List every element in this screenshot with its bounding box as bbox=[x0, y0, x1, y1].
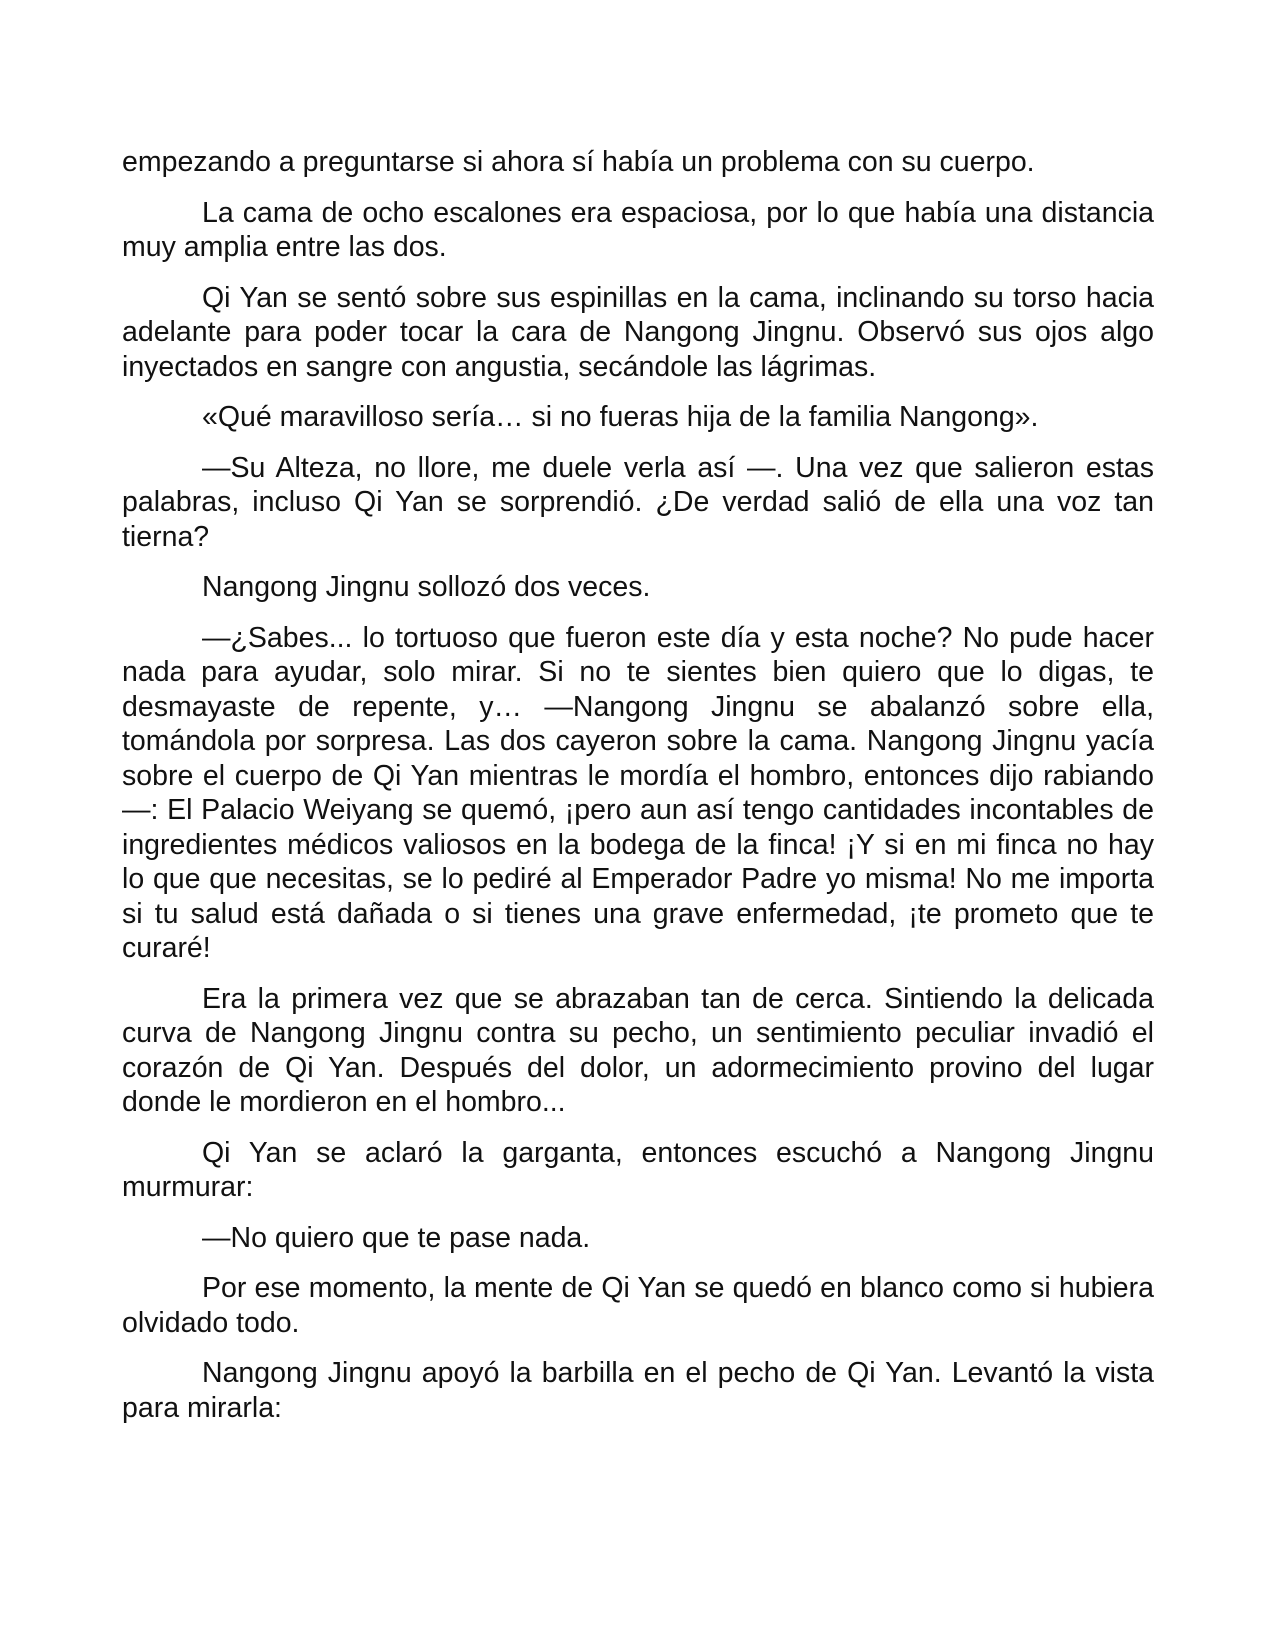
paragraph-9: Qi Yan se aclaró la garganta, entonces escuchó a Nangong Jingnu murmurar: bbox=[122, 1136, 1154, 1203]
paragraph-12: Nangong Jingnu apoyó la barbilla en el pecho de Qi Yan. Levantó la vista para mirarla: bbox=[122, 1357, 1154, 1424]
paragraph-3: Qi Yan se sentó sobre sus espinillas en la cama, inclinando su torso hacia adelante para poder tocar la cara de Nangong Jingnu. Observó sus ojos algo inyectados en sangre con angustia, secándole las lágrimas. bbox=[122, 281, 1154, 383]
paragraph-4: «Qué maravilloso sería… si no fueras hija de la familia Nangong». bbox=[202, 401, 1039, 433]
body-text bbox=[122, 145, 1154, 1441]
paragraph-1: empezando a preguntarse si ahora sí había un problema con su cuerpo. bbox=[122, 146, 1035, 178]
paragraph-7: —¿Sabes... lo tortuoso que fueron este día y esta noche? No pude hacer nada para ayudar, solo mirar. Si no te sientes bien quiero que lo digas, te desmayaste de repente, y… —Nangong Jingnu se abalanzó sobre ella, tomándola por sorpresa. Las dos cayeron sobre la cama. Nangong Jingnu yacía sobre el cuerpo de Qi Yan mientras le mordía el hombro, entonces dijo rabiando—: El Palacio Weiyang se quemó, ¡pero aun así tengo cantidades incontables de ingredientes médicos valiosos en la bodega de la finca! ¡Y si en mi finca no hay lo que que necesitas, se lo pediré al Emperador Padre yo misma! No me importa si tu salud está dañada o si tienes una grave enfermedad, ¡te prometo que te curaré! bbox=[122, 621, 1154, 964]
paragraph-2: La cama de ocho escalones era espaciosa, por lo que había una distancia muy amplia entre las dos. bbox=[122, 196, 1154, 263]
paragraph-10: —No quiero que te pase nada. bbox=[202, 1221, 591, 1254]
paragraph-8: Era la primera vez que se abrazaban tan de cerca. Sintiendo la delicada curva de Nangong Jingnu contra su pecho, un sentimiento peculiar invadió el corazón de Qi Yan. Después del dolor, un adormecimiento provino del lugar donde le mordieron en el hombro... bbox=[122, 982, 1154, 1118]
paragraph-5: —Su Alteza, no llore, me duele verla así —. Una vez que salieron estas palabras, incluso Qi Yan se sorprendió. ¿De verdad salió de ella una voz tan tierna? bbox=[122, 451, 1154, 553]
paragraph-11: Por ese momento, la mente de Qi Yan se quedó en blanco como si hubiera olvidado todo. bbox=[122, 1272, 1154, 1339]
paragraph-6: Nangong Jingnu sollozó dos veces. bbox=[202, 571, 651, 603]
